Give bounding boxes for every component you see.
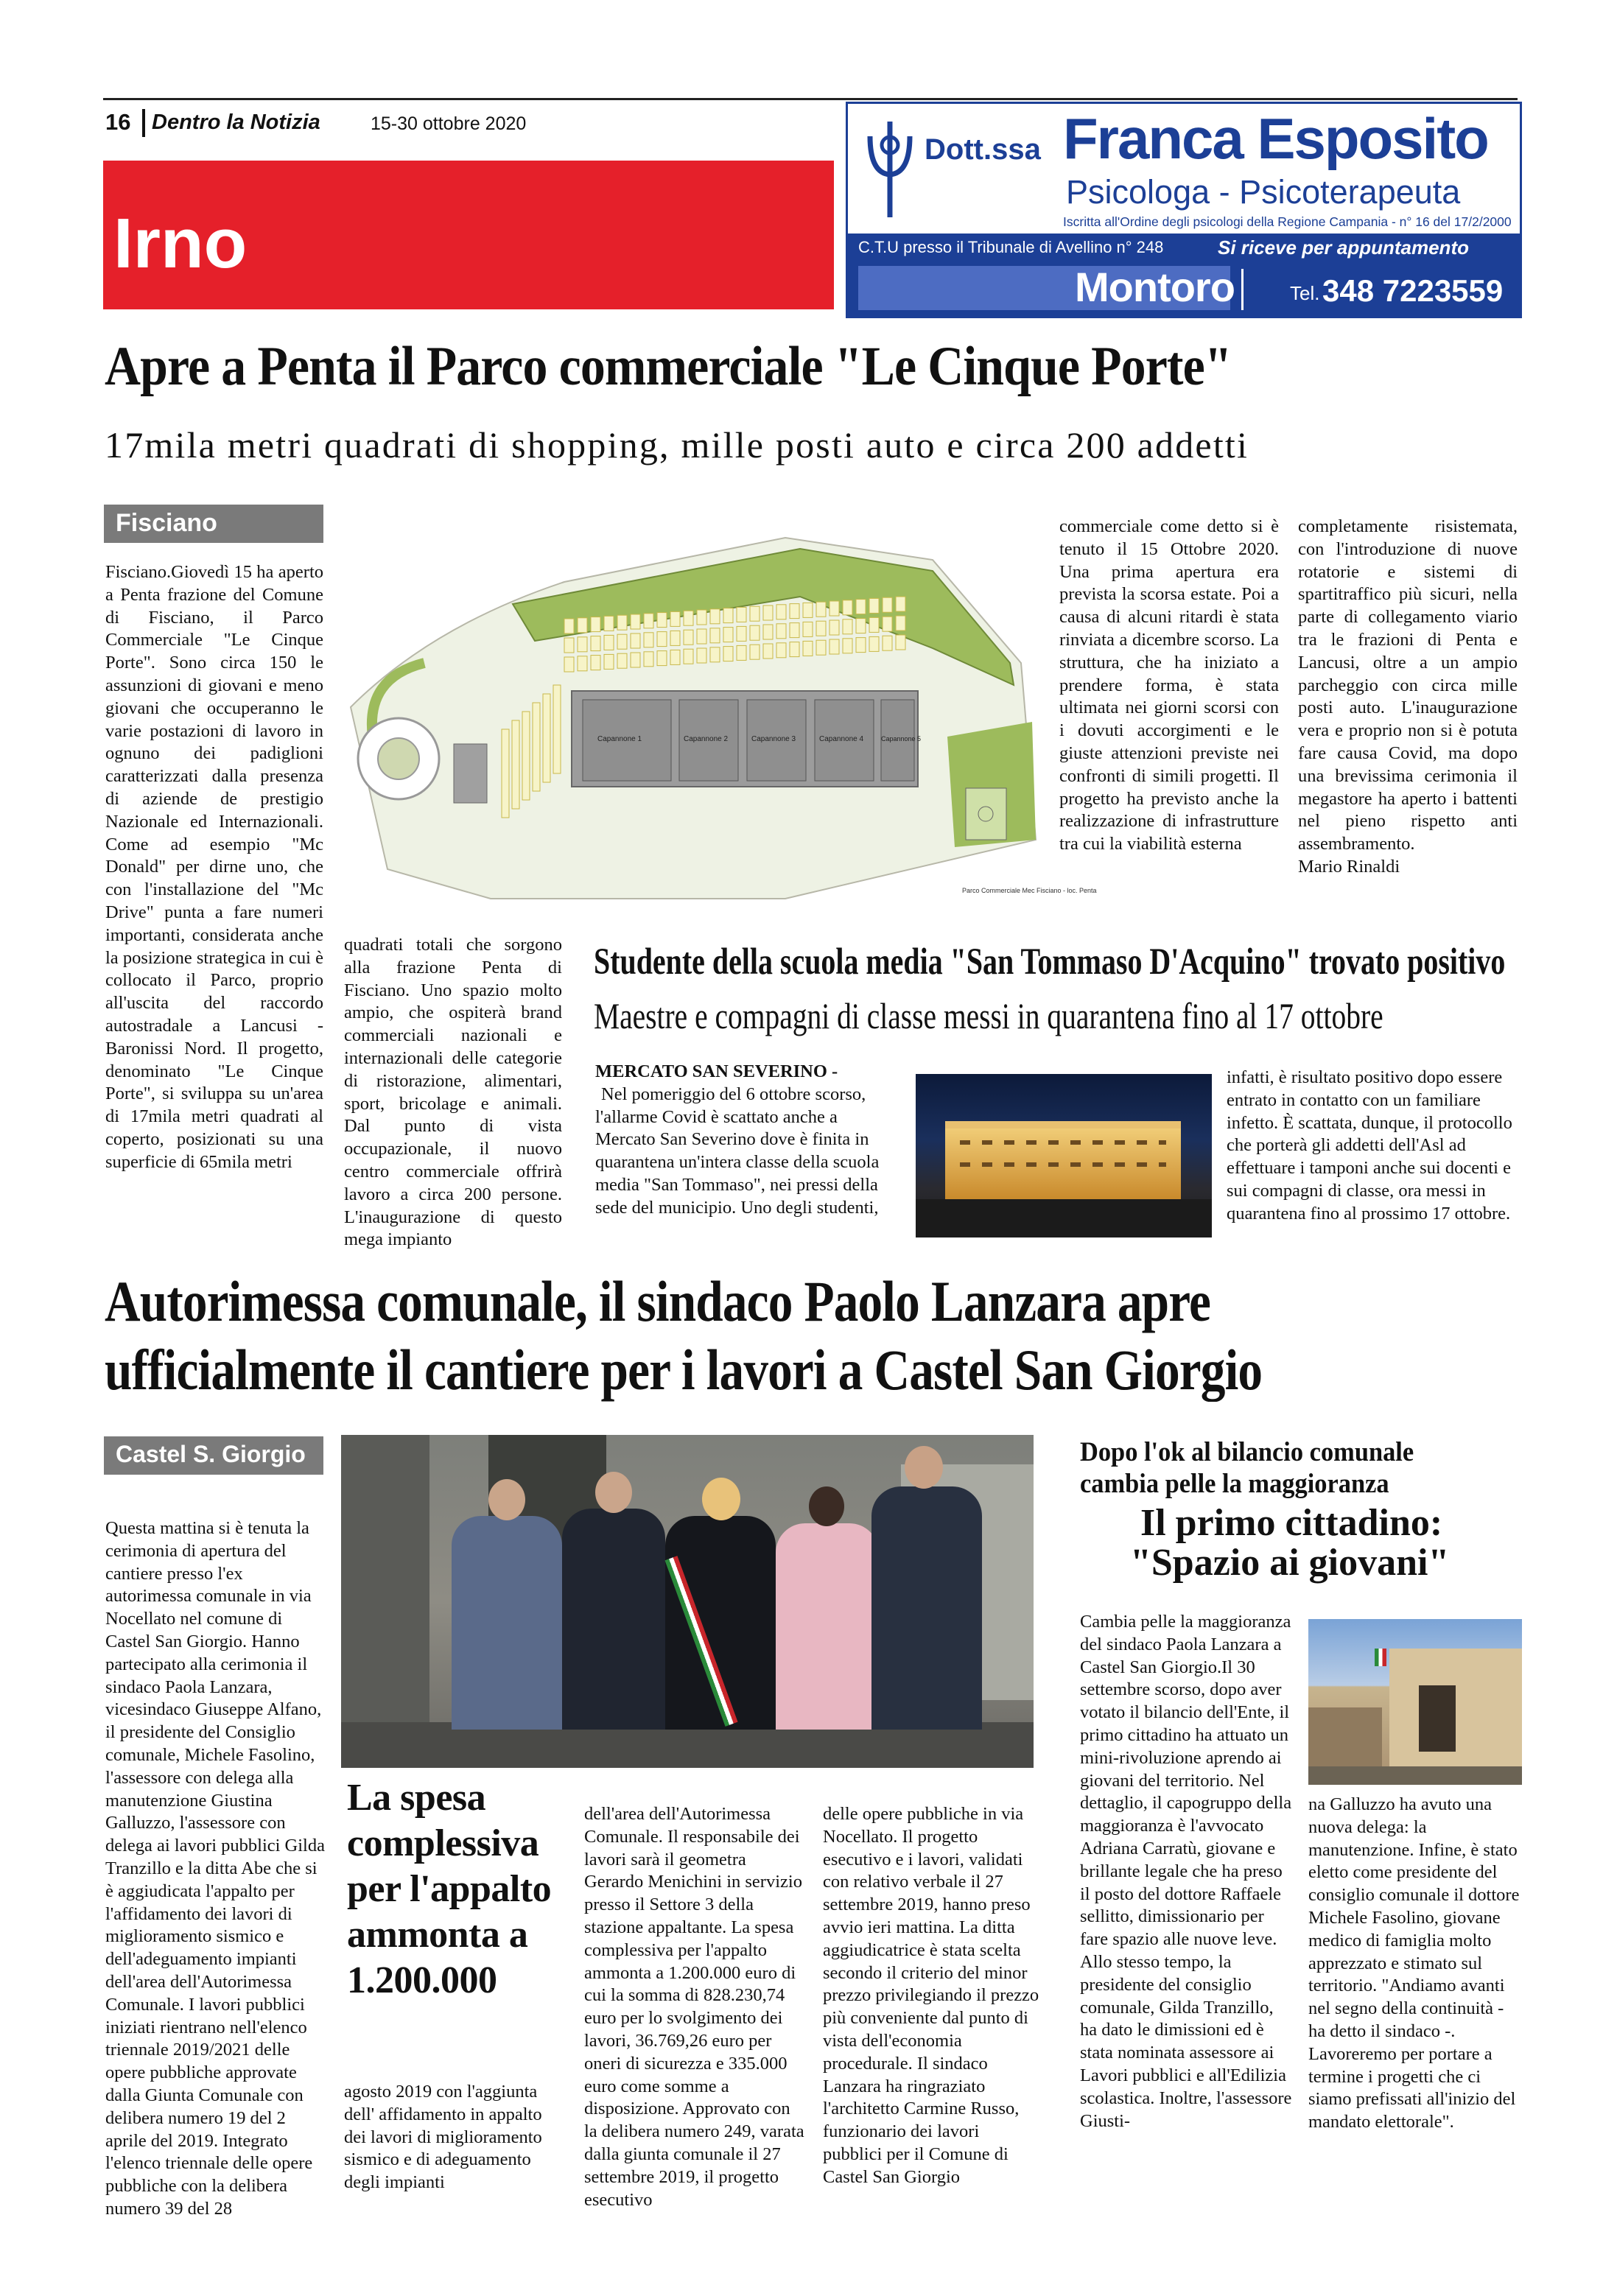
ceremony-photo <box>341 1435 1034 1768</box>
parking-strip <box>512 720 519 809</box>
parking-space <box>763 605 773 620</box>
parking-space <box>657 651 667 666</box>
publication-name: Dentro la Notizia <box>152 110 320 134</box>
parking-space <box>816 621 826 636</box>
article3-title-line1: Autorimessa comunale, il sindaco Paolo Lanzara apre <box>105 1269 1211 1333</box>
parking-space <box>631 614 640 629</box>
parking-space <box>670 631 680 645</box>
parking-space <box>883 597 892 612</box>
ad-ctu: C.T.U presso il Tribunale di Avellino n° 248 <box>858 238 1164 256</box>
site-buildings <box>583 700 921 781</box>
parking-space <box>843 639 852 653</box>
parking-space <box>790 623 799 638</box>
issue-date: 15-30 ottobre 2020 <box>371 113 527 134</box>
building-label-2: Capannone 2 <box>684 735 729 743</box>
parking-space <box>856 619 866 633</box>
parking-space <box>710 609 720 624</box>
parking-space <box>617 634 627 649</box>
article4-kicker-line1: Dopo l'ok al bilancio comunale <box>1080 1437 1414 1467</box>
article2-subtitle: Maestre e compagni di classe messi in quarantena fino al 17 ottobre <box>594 995 1383 1036</box>
parking-space <box>697 648 706 663</box>
site-plan-caption: Parco Commerciale Mec Fisciano - loc. Penta <box>962 887 1097 894</box>
parking-space <box>723 647 733 661</box>
parking-space <box>829 639 839 654</box>
parking-space <box>829 601 839 616</box>
parking-space <box>776 605 786 619</box>
parking-space <box>617 615 627 630</box>
parking-space <box>896 597 905 611</box>
parking-space <box>670 611 680 626</box>
psi-logo-icon <box>864 114 916 225</box>
article1-col4-text: completamente risistemata, con l'introduzione di nuove rotatorie e sistemi di spartitraffico più sicuri, nella parte di collegamento viario tra le frazioni di Penta e Lancusi, oltre a un ampio parcheggio con circa mille posti auto. L'inaugurazione vera e proprio non si è potuta fare causa Covid, ma dopo una brevissima cerimonia il megastore ha aperto i battenti nel pieno rispetto anti assembramento. <box>1298 516 1518 854</box>
parking-space <box>578 618 587 633</box>
parking-space <box>591 636 600 651</box>
parking-space <box>776 643 786 658</box>
parking-space <box>684 630 693 645</box>
parking-space <box>657 613 667 628</box>
parking-space <box>790 642 799 657</box>
parking-space <box>776 624 786 639</box>
parking-space <box>578 637 587 652</box>
parking-space <box>896 635 905 650</box>
ad-title-prefix: Dott.ssa <box>925 133 1041 166</box>
parking-space <box>644 633 653 647</box>
site-plan-map <box>343 516 1097 928</box>
parking-space <box>856 638 866 653</box>
school-photo <box>916 1074 1212 1237</box>
ad-blue-band <box>848 234 1520 316</box>
article4-title-line2: "Spazio ai giovani" <box>1130 1542 1450 1584</box>
parking-space <box>883 636 892 650</box>
article1-subtitle: 17mila metri quadrati di shopping, mille posti auto e circa 200 addetti <box>105 424 1249 466</box>
article1-location-tag: Fisciano <box>104 505 323 543</box>
article4-col2: na Galluzzo ha avuto una nuova delega: la manutenzione. Infine, è stato eletto come presidente del consiglio comunale il dottore Michele Fasolino, giovane medico di famiglia molto apprezzato e stimato sul territorio. "Andiamo avanti nel segno della continuità - ha detto il sindaco -. Lavoreremo per portare a termine i progetti che ci siamo prefissati all'inizio del mandato elettorale". <box>1308 1794 1520 2132</box>
ad-name: Franca Esposito <box>1063 106 1488 171</box>
parking-space <box>564 638 574 653</box>
article2-title: Studente della scuola media "San Tommaso D'Acquino" trovato positivo <box>594 941 1506 983</box>
parking-space <box>697 629 706 644</box>
parking-space <box>591 617 600 632</box>
building-label-1: Capannone 1 <box>597 735 642 743</box>
building-label-5: Capannone 5 <box>881 735 922 742</box>
parking-space <box>723 628 733 642</box>
article3-location-tag: Castel S. Giorgio <box>104 1436 323 1475</box>
article2-col2: infatti, è risultato positivo dopo essere entrato in contatto con un familiare infetto. È scattata, dunque, il protocollo che porterà gli addetti dell'Asl ad effettuare i tamponi anche sui docenti e sui compagni di classe, ora messi in quarantena fino al prossimo 17 ottobre. <box>1227 1067 1512 1224</box>
parking-space <box>737 607 746 622</box>
parking-space <box>591 656 600 670</box>
parking-space <box>737 645 746 660</box>
ad-appointment: Si riceve per appuntamento <box>1218 236 1469 259</box>
ad-divider <box>1241 269 1244 310</box>
parking-space <box>896 616 905 631</box>
parking-space <box>869 636 879 651</box>
parking-space <box>710 647 720 662</box>
parking-space <box>803 603 813 617</box>
building-label-4: Capannone 4 <box>819 735 864 743</box>
parking-space <box>803 622 813 636</box>
parking-space <box>723 608 733 623</box>
parking-space <box>843 600 852 615</box>
article1-author: Mario Rinaldi <box>1298 856 1400 877</box>
parking-strip <box>533 703 540 791</box>
article4-title-line1: Il primo cittadino: <box>1140 1502 1443 1544</box>
parking-space <box>869 617 879 632</box>
article3-col3: dell'area dell'Autorimessa Comunale. Il responsabile dei lavori sarà il geometra Gerardo Menichini in servizio presso il Settore 3 della stazione appaltante. La spesa complessiva per l'appalto ammonta a 1.200.000 euro di cui la somma di 828.230,74 euro per lo svolgimento dei lavori, 36.769,26 euro per oneri di sicurezza e 335.000 euro come somme a disposizione. Approvato con la delibera numero 249, varata dalla giunta comunale il 27 settembre 2019, il progetto esecutivo <box>584 1804 804 2210</box>
section-title: Irno <box>113 204 248 283</box>
article1-col2: quadrati totali che sorgono alla frazione Penta di Fisciano. Uno spazio molto ampio, che ospiterà brand commerciali nazionali e internazionali delle categorie di ristorazione, alimentari, sport, bricolage e animali. Dal punto di vista occupazionale, il nuovo centro commerciale offrirà lavoro a circa 200 persone. L'inaugurazione di questo mega impianto <box>344 935 562 1250</box>
article3-title-line2: ufficialmente il cantiere per i lavori a Castel San Giorgio <box>105 1338 1263 1402</box>
article2-col1-text: Nel pomeriggio del 6 ottobre scorso, l'allarme Covid è scattato anche a Mercato San Severino dove è finita in quarantena un'intera classe della scuola media "San Tommaso", nei pressi della sede del municipio. Uno degli studenti, <box>595 1084 880 1218</box>
section-banner <box>103 161 834 309</box>
building-label-3: Capannone 3 <box>751 735 796 743</box>
parking-space <box>790 604 799 619</box>
parking-space <box>763 625 773 639</box>
article4-kicker-line2: cambia pelle la maggioranza <box>1080 1469 1389 1499</box>
parking-space <box>604 654 614 669</box>
parking-strip <box>543 694 550 782</box>
parking-space <box>684 611 693 625</box>
parking-space <box>670 650 680 664</box>
parking-space <box>883 617 892 631</box>
parking-space <box>829 620 839 635</box>
parking-space <box>843 619 852 634</box>
parking-strip <box>522 712 530 800</box>
parking-strip <box>553 685 561 773</box>
ad-registration: Iscritta all'Ordine degli psicologi della Regione Campania - n° 16 del 17/2/2000 <box>1063 214 1512 229</box>
parking-space <box>737 626 746 641</box>
ad-phone-label: Tel. <box>1290 282 1320 304</box>
parking-space <box>604 616 614 631</box>
article2-dateline: MERCATO SAN SEVERINO - <box>595 1061 838 1081</box>
parking-space <box>803 641 813 656</box>
parking-space <box>710 628 720 643</box>
parking-strip <box>502 729 509 818</box>
article1-col3: commerciale come detto si è tenuto il 15 Ottobre 2020. Una prima apertura era prevista la scorsa estate. Poi a causa di alcuni ritardi è stata rinviata a dicembre scorso. La struttura, che ha iniziato a prendere forma, è stata ultimata nei giorni scorsi con i dovuti accorgimenti e le giuste attenzioni previste nei confronti di simili progetti. Il progetto ha previsto anche la realizzazione di infrastrutture tra cui la viabilità esterna <box>1059 516 1279 854</box>
parking-space <box>564 657 574 672</box>
article1-title: Apre a Penta il Parco commerciale "Le Cinque Porte" <box>105 336 1232 397</box>
article1-col1: Fisciano.Giovedì 15 ha aperto a Penta frazione del Comune di Fisciano, il Parco Commerciale "Le Cinque Porte". Sono circa 150 le assunzioni di giovani e meno giovani che occuperanno le varie postazioni di lavoro in ognuno dei padiglioni caratterizzati dalla presenza di aziende de prestigio Nazionale ed Internazionali. Come ad esempio "Mc Donald" per dirne uno, che con l'installazione del "Mc Drive" punta a fare numeri importanti, considerata anche la posizione strategica in cui è collocato il Parco, proprio all'uscita del raccordo autostradale a Lancusi - Baronissi Nord. Il progetto, denominato "Le Cinque Porte", si sviluppa su un'area di 17mila metri quadrati al coperto, posizionati su una superficie di 65mila metri <box>105 562 323 1172</box>
parking-space <box>763 644 773 659</box>
article3-pullquote: La spesa complessiva per l'appalto ammonta a 1.200.000 <box>347 1777 552 2001</box>
parking-space <box>816 602 826 617</box>
parking-space <box>750 645 760 659</box>
town-hall-photo <box>1308 1619 1522 1785</box>
page-number: 16 <box>105 109 131 135</box>
parking-space <box>816 640 826 655</box>
site-plan-drawing <box>343 516 1097 928</box>
header-rule <box>103 98 1518 100</box>
parking-space <box>604 635 614 650</box>
article3-col4: delle opere pubbliche in via Nocellato. Il progetto esecutivo e i lavori, validati con relativo verbale il 27 settembre 2019, hanno preso avvio ieri mattina. La ditta aggiudicatrice è stata scelta secondo il criterio del minor prezzo privilegiando il prezzo più conveniente dal punto di vista dell'economia procedurale. Il sindaco Lanzara ha ringraziato l'architetto Carmine Russo, funzionario dei lavori pubblici per il Comune di Castel San Giorgio <box>823 1804 1039 2187</box>
parking-space <box>564 619 574 633</box>
parking-space <box>631 633 640 648</box>
parking-space <box>644 652 653 667</box>
parking-space <box>869 598 879 613</box>
parking-space <box>697 610 706 625</box>
parking-space <box>684 649 693 664</box>
article2-col1 <box>595 1061 891 1220</box>
ad-city: Montoro <box>1075 264 1235 310</box>
ad-profession: Psicologa - Psicoterapeuta <box>1066 173 1461 211</box>
article4-col1: Cambia pelle la maggioranza del sindaco Paola Lanzara a Castel San Giorgio.Il 30 settembre scorso, dopo aver votato il bilancio dell'Ente, il primo cittadino ha attuato un mini-rivoluzione aprendo ai giovani del territorio. Nel dettaglio, il capogruppo della maggioranza è l'avvocato Adriana Carratù, giovane e brillante legale che ha preso il posto del dottore Raffaele sellitto, dimissionario per fare spazio alle nuove leve. Allo stesso tempo, la presidente del consiglio comunale, Gilda Tranzillo, ha dato le dimissioni ed è stata nominata assessore ai Lavori pubblici e all'Edilizia scolastica. Inoltre, l'assessore Giusti- <box>1080 1612 1292 2131</box>
parking-space <box>617 653 627 668</box>
parking-space <box>750 606 760 621</box>
parking-space <box>631 653 640 667</box>
article1-col4 <box>1298 516 1518 879</box>
parking-space <box>856 600 866 614</box>
parking-space <box>578 656 587 671</box>
parking-space <box>750 625 760 640</box>
ad-phone: 348 7223559 <box>1322 273 1504 308</box>
article3-col2: agosto 2019 con l'aggiunta dell' affidamento in appalto dei lavori di miglioramento sismico e di adeguamento degli impianti <box>344 2082 542 2193</box>
header-divider <box>142 109 145 137</box>
parking-space <box>644 614 653 628</box>
article3-col1: Questa mattina si è tenuta la cerimonia di apertura del cantiere presso l'ex autorimessa comunale in via Nocellato nel comune di Castel San Giorgio. Hanno partecipato alla cerimonia il sindaco Paola Lanzara, vicesindaco Giuseppe Alfano, il presidente del Consiglio comunale, Michele Fasolino, l'assessore con delega alla manutenzione Giustina Galluzzo, l'assessore con delega ai lavori pubblici Gilda Tranzillo e la ditta Abe che si è aggiudicata l'appalto per l'affidamento dei lavori di miglioramento sismico e dell'adeguamento impianti dell'area dell'Autorimessa Comunale. I lavori pubblici iniziati rientrano nell'elenco triennale 2019/2021 delle opere pubbliche approvate dalla Giunta Comunale con delibera numero 19 del 2 aprile del 2019. Integrato l'elenco triennale delle opere pubbliche con la delibera numero 39 del 28 <box>105 1518 325 2219</box>
psychologist-ad <box>846 102 1522 318</box>
parking-space <box>657 632 667 647</box>
